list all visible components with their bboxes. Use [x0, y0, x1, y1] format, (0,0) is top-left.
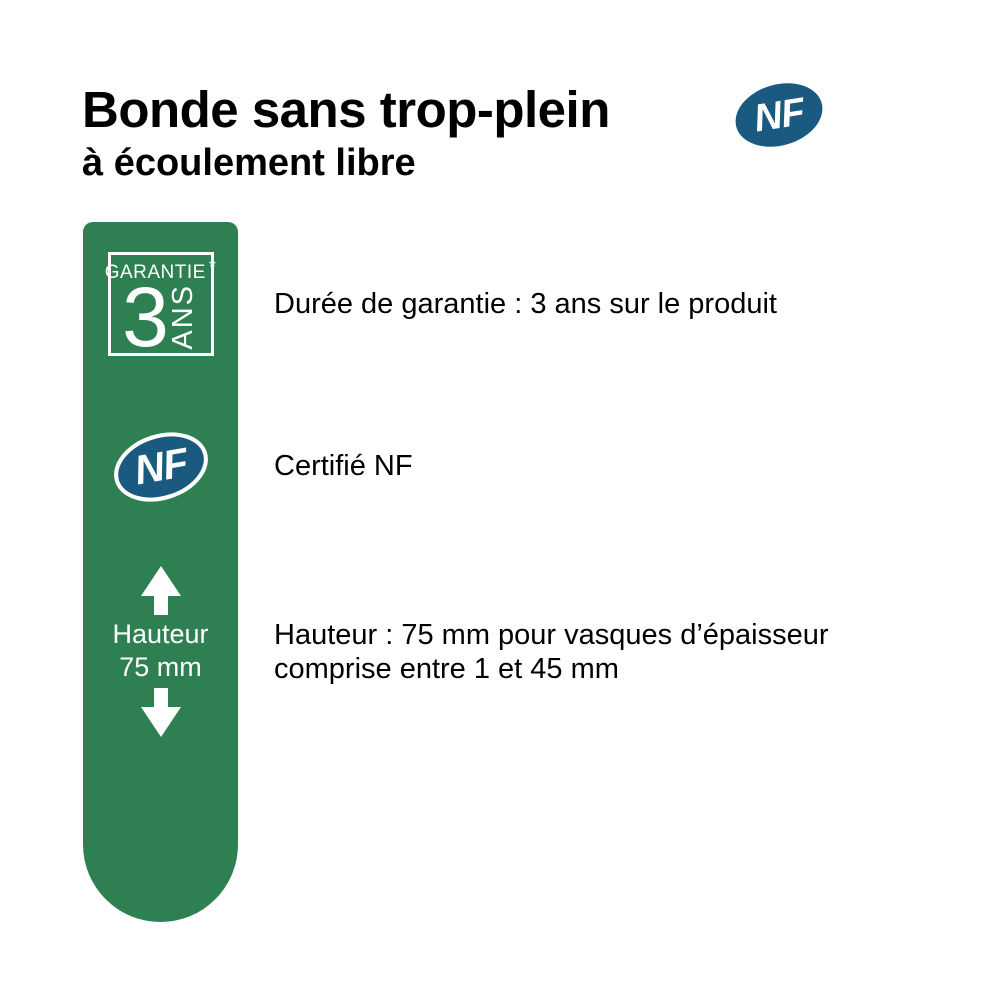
- arrow-down-icon: [141, 688, 181, 737]
- warranty-years: 3: [122, 270, 169, 364]
- nf-certified-icon: [107, 426, 215, 508]
- height-indicator: [83, 566, 238, 737]
- arrow-up-icon: [141, 566, 181, 615]
- warranty-badge-asterisk: *: [208, 257, 217, 277]
- page-title: Bonde sans trop-plein: [82, 81, 610, 138]
- feature-height-text: Hauteur : 75 mm pour vasques d’épaisseur comprise entre 1 et 45 mm: [274, 619, 829, 685]
- page-subtitle: à écoulement libre: [82, 142, 416, 184]
- warranty-badge: [104, 252, 217, 364]
- height-value: 75 mm: [119, 651, 202, 682]
- feature-certified-text: Certifié NF: [274, 450, 413, 482]
- nf-logo: [731, 78, 827, 152]
- nf-logo-text: NF: [751, 90, 808, 141]
- warranty-unit: ANS: [167, 284, 200, 350]
- feature-warranty-text: Durée de garantie : 3 ans sur le produit: [274, 288, 777, 320]
- feature-banner: [83, 222, 238, 922]
- warranty-badge-label: GARANTIE: [104, 262, 206, 283]
- height-label: Hauteur: [112, 619, 209, 649]
- nf-certified-text: NF: [130, 439, 191, 494]
